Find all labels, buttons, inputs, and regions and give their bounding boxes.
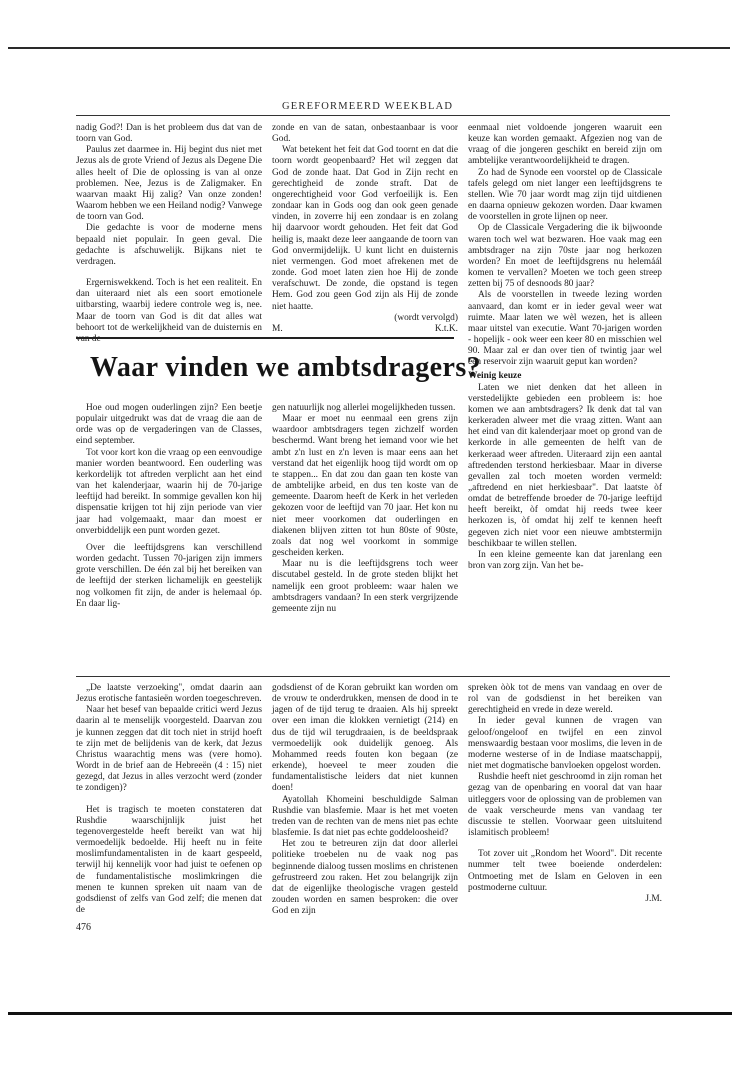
paragraph: gen natuurlijk nog allerlei mogelijkheden tussen. [272, 403, 456, 413]
paragraph: Laten we niet denken dat het alleen in verstedelijkte gebieden een probleem is: hoe komen we aan ambtsdragers? Ik denk dat tal van kerkeraden alweer met die vraag zitten. Want aan het eind van dit kalenderjaar moet op grond van de kerkorde in alle gemeenten de helft van de kerkeraad weer aftreden. Uiteraard zijn een aantal aftredenden terstond herkiesbaar. Maar in diverse gevallen zal toch moeten worden vermeld: „aftredend en niet herkiesbaar". Dat laatste òf omdat de betreffende broeder de 70-jarige leeftijd heeft bereikt, òf omdat hij reeds twee keer herkozen is, òf omdat hij zelf te kennen heeft gegeven zich niet voor een nieuwe ambtstermijn beschikbaar te willen stellen. [468, 382, 662, 549]
header-rule [76, 115, 670, 116]
signature: J.M. [645, 893, 662, 904]
section-rule [76, 676, 670, 677]
top-column-1 [76, 123, 262, 345]
article-rule [76, 337, 454, 339]
paragraph: Op de Classicale Vergadering die ik bijwoonde waren toch wel wat bezwaren. Hoe vaak mag een ambtsdrager na zijn 70ste jaar nog herkozen worden? En moet de leeftijdsgrens nu helemáál komen te vervallen? Moeten we toch geen streep zetten bij 75 of desnoods 80 jaar? [468, 223, 662, 290]
paragraph: nadig God?! Dan is het probleem dus dat van de toorn van God. [76, 123, 262, 145]
article-title: Waar vinden we ambtsdragers? [90, 352, 482, 383]
paragraph: In ieder geval kunnen de vragen van geloof/ongeloof en twijfel en een zinvol menswaardig bestaan voor moslims, die leven in de moderne westerse of in de Indiase maatschappij, niet met dogmatische banvloeken opgelost worden. [468, 716, 662, 772]
paragraph: Maar er moet nu eenmaal een grens zijn waardoor ambtsdragers tegen zichzelf worden beschermd. Want breng het iemand voor wie het ambt z'n lust en z'n leven is maar eens aan het verstand dat het eigenlijk hoog tijd wordt om op te stappen... En dat zou dan gaan ten koste van de ambtelijke arbeid, en dus ten koste van de gemeente. Daarom heeft de Kerk in het verleden gekozen voor de leeftijd van 70 jaar. Het kon nu niet meer voorkomen dat ouderlingen en diakenen blijven zitten tot hun 80ste of 90ste, zoals dat nog wel voorkomt in sommige gescheiden kerken. [272, 414, 458, 559]
top-rule [8, 47, 730, 49]
bottom-column-1 [76, 683, 262, 916]
paragraph: eenmaal niet voldoende jongeren waaruit een keuze kan worden gemaakt. Afgezien nog van de vraag of die jongeren geschikt en bereid zijn om ambtelijke verantwoordelijkheid te dragen. [468, 123, 662, 167]
paragraph: Paulus zet daarmee in. Hij begint dus niet met Jezus als de grote Vriend of Jezus als Degene Die alles heelt of Die de oplossing is van al onze problemen. Nee, Jezus is de Zaligmaker. En waarvan maakt Hij zalig? Van onze zonden! Waarom hebben we een Heiland nodig? Vanwege de toorn van God. [76, 145, 262, 223]
paragraph: Als de voorstellen in tweede lezing worden aanvaard, dan komt er in ieder geval weer wat ruimte. Maar laten we wèl wezen, het is alleen maar uitstel van executie. Want 70-jarigen worden - hopelijk - ook weer een keer 80 en misschien wel 90. Maar zal er dan over tien of twintig jaar wel een reservoir zijn waaruit geput kan worden? [468, 290, 662, 368]
paragraph: zonde en van de satan, onbestaanbaar is voor God. [272, 123, 458, 145]
paragraph: Rushdie heeft niet geschroomd in zijn roman het gezag van de openbaring en vooral dat van haar uitleggers voor de oplossing van de problemen van de vaak verscheurde mens van vandaag ter discussie te stellen. Voorwaar geen uitsluitend islamitisch probleem! [468, 772, 662, 839]
running-header: GEREFORMEERD WEEKBLAD [282, 101, 454, 112]
paragraph: „De laatste verzoeking", omdat daarin aan Jezus erotische fantasieën worden toegeschreven. [76, 683, 262, 705]
bottom-rule [8, 1012, 732, 1015]
paragraph: Zo had de Synode een voorstel op de Classicale tafels gelegd om niet langer een leeftijdsgrens te stellen. Wie 70 jaar wordt mag zijn tijd uitdienen en daarna opnieuw gekozen worden. Daar kwamen de voorstellen in grote lijnen op neer. [468, 167, 662, 223]
signature-left: M. [272, 323, 283, 334]
paragraph: Naar het besef van bepaalde critici werd Jezus daarin al te menselijk voorgesteld. Daarvan zou je kunnen zeggen dat dit toch niet in strijd hoeft te zijn met de belijdenis van de kerk, dat Jezus Christus waarachtig mens was (vere homo). Wordt in de brief aan de Hebreeën (4 : 15) niet gezegd, dat Jezus in alles verzocht werd (zonder te zondigen)? [76, 705, 262, 794]
bottom-column-3 [468, 683, 662, 905]
paragraph: Tot zover uit „Rondom het Woord". Dit recente nummer telt twee boeiende onderdelen: Ontmoeting met de Islam en Geloven in een postmoderne cultuur. [468, 849, 662, 893]
page-number: 476 [76, 922, 91, 933]
signature-right: K.t.K. [434, 323, 458, 334]
paragraph: Wat betekent het feit dat God toornt en dat die toorn wordt geopenbaard? Het wil zeggen dat God de zonde haat. Dat God in Zijn recht en gerechtigheid de zonde straft. Dat de ongerechtigheid voor God verfoeilijk is. Een zondaar kan in Gods oog dan ook geen genade vinden, in zoverre hij een zondaar is en zolang hij daarvoor wordt gehouden. Het feit dat God heilig is, maakt deze leer aangaande de toorn van God onvermijdelijk. U kunt licht en duisternis niet vermengen. God moet afrekenen met de zonde. God moet laten zien hoe Hij de zonde verafschuwt. De zonde, die opstand is tegen Hem. God zou geen God zijn als Hij de zonde niet haatte. [272, 145, 458, 312]
paragraph: Ayatollah Khomeini beschuldigde Salman Rushdie van blasfemie. Maar is het met voeten treden van de rechten van de mens niet pas echte blasfemie. Is dat niet pas echte goddeloosheid? [272, 794, 458, 839]
subheading: Weinig keuze [468, 371, 522, 382]
paragraph: godsdienst of de Koran gebruikt kan worden om de vrouw te onderdrukken, mensen de dood in te jagen of de tijd terug te draaien. Als hij spreekt over een iman die klokken vernietigt (214) en dus de tijd wil terugdraaien, is de beeldspraak vermoedelijk ook duidelijk genoeg. Als Mohammed reeds fouten kon begaan (ze erkende), hoeveel te meer zouden die fundamentalistische leiders dat niet kunnen doen! [272, 683, 458, 794]
paragraph: Het is tragisch te moeten constateren dat Rushdie waarschijnlijk juist het tegenovergestelde heeft bereikt van wat hij vermoedelijk bedoelde. Hij heeft nu in feite moslimfundamentalisten in de kaart gespeeld, terwijl hij kennelijk voor had juist te oefenen op de fundamentalistische moslimkringen die menen te kunnen spreken uit naam van de godsdienst of zelfs van God zelf; die menen dat de [76, 804, 262, 915]
bottom-column-2 [272, 683, 458, 917]
paragraph: Het zou te betreuren zijn dat door allerlei politieke troebelen nu de vaak nog pas beginnende dialoog tussen moslims en christenen gefrustreerd zou raken. Het zou belangrijk zijn dat de eigenlijke theologische vragen gesteld zouden worden en samen besproken: die over God en zijn [272, 839, 458, 917]
article-column-3 [468, 123, 662, 572]
paragraph: Tot voor kort kon die vraag op een eenvoudige manier worden beantwoord. Een ouderling was kerkordelijk tot aftreden verplicht aan het eind van het kalenderjaar, waarin hij de 70-jarige leeftijd had bereikt. In sommige gevallen kon hij dispensatie krijgen tot hij zijn periode van vier jaar had volgemaakt, maar dan moest er onverbiddelijk een punt worden gezet. [76, 447, 262, 536]
paragraph: Die gedachte is voor de moderne mens bepaald niet populair. In geen geval. Die gedachte is afschuwelijk. Bijkans niet te verdragen. [76, 223, 262, 267]
article-column-2 [272, 403, 458, 615]
paragraph: In een kleine gemeente kan dat jarenlang een bron van zorg zijn. Van het be- [468, 549, 662, 572]
continued-note: (wordt vervolgd) [394, 312, 458, 323]
paragraph: Hoe oud mogen ouderlingen zijn? Een beetje populair uitgedrukt was dat de vraag die aan de orde was op de vergaderingen van de Classes, eind september. [76, 403, 262, 447]
top-column-2 [272, 123, 458, 335]
signature-row [272, 324, 458, 335]
paragraph: Maar nu is die leeftijdsgrens toch weer discutabel gesteld. In de grote steden blijkt het namelijk een groot probleem: waar halen we ambtsdragers vandaan? In een sterk vergrijzende gemeente zijn nu [272, 559, 458, 614]
paragraph: Over die leeftijdsgrens kan verschillend worden gedacht. Tussen 70-jarigen zijn immers grote verschillen. De één zal bij het bereiken van de leeftijd der sterken lichamelijk en geestelijk nog volkomen fit zijn, de ander is helemaal óp. En daar lig- [76, 542, 262, 609]
paragraph: spreken òòk tot de mens van vandaag en over de rol van de godsdienst in het bereiken van gerechtigheid en vrede in deze wereld. [468, 683, 662, 716]
article-column-1 [76, 403, 262, 610]
paragraph: Ergerniswekkend. Toch is het een realiteit. En dan uiteraard niet als een soort emotionele uitbarsting, waarbij iedere controle weg is, nee. Maar de toorn van God is dit dat alles wat behoort tot de werkelijkheid van de duisternis en [76, 278, 262, 333]
